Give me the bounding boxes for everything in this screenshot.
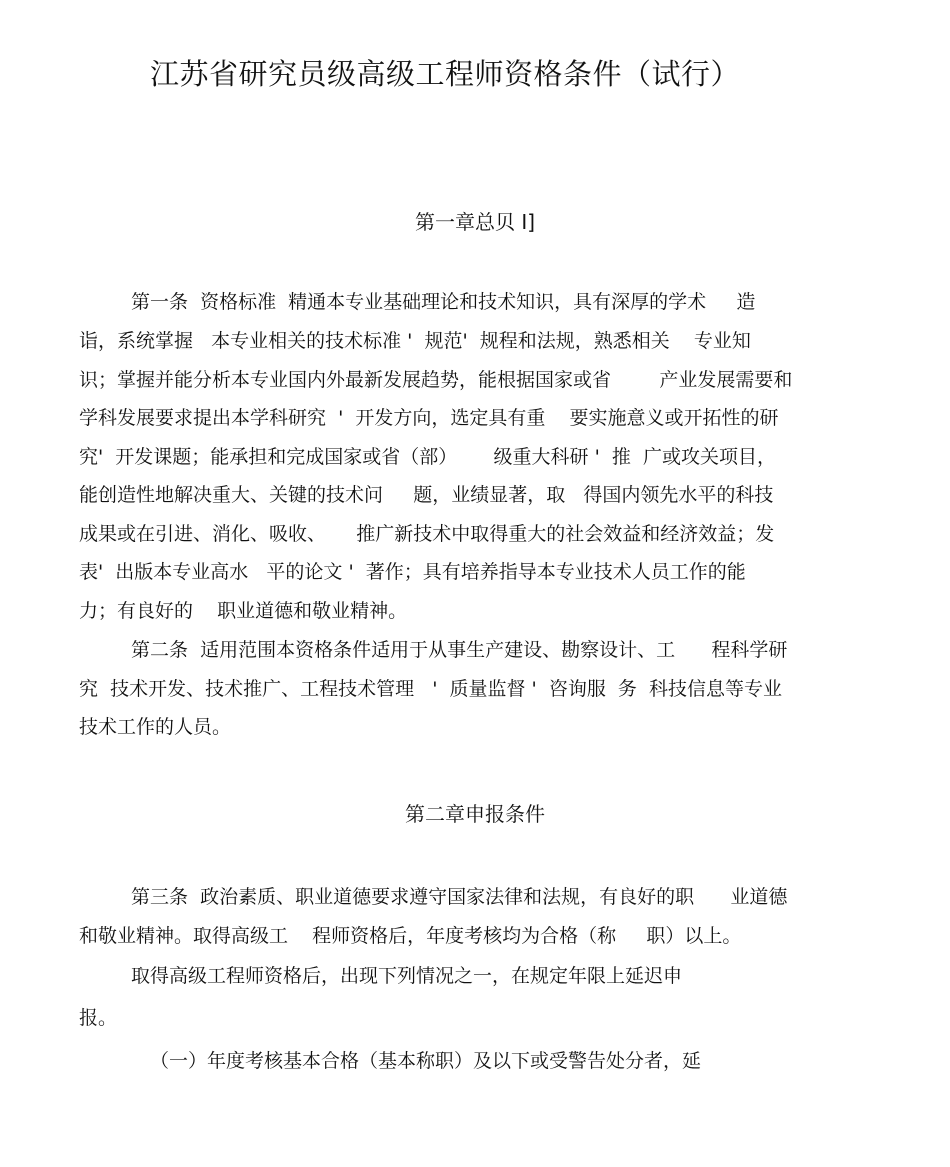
article1-line: 成果或在引进、消化、吸收、 推广新技术中取得重大的社会效益和经济效益；发 bbox=[79, 523, 775, 545]
delay-paragraph-line: 取得高级工程师资格后，出现下列情况之一，在规定年限上延迟申 bbox=[131, 965, 683, 987]
article1-line: 表' 出版本专业高水 平的论文 ' 著作；具有培养指导本专业技术人员工作的能 bbox=[79, 561, 746, 583]
article2-line: 第二条 适用范围本资格条件适用于从事生产建设、勘察设计、工 程科学研 bbox=[131, 639, 788, 661]
chapter2-heading: 第二章申报条件 bbox=[405, 802, 545, 826]
delay-paragraph-line: 报。 bbox=[79, 1007, 118, 1029]
article2-line: 究 技术开发、技术推广、工程技术管理 ' 质量监督 ' 咨询服 务 科技信息等专业 bbox=[79, 678, 783, 700]
article2-line: 技术工作的人员。 bbox=[79, 716, 232, 738]
article3-line: 第三条 政治素质、职业道德要求遵守国家法律和法规，有良好的职 业道德 bbox=[131, 886, 788, 908]
article1-line: 学科发展要求提出本学科研究 ' 开发方向，选定具有重 要实施意义或开拓性的研 bbox=[79, 407, 779, 429]
chapter1-heading: 第一章总贝 I] bbox=[414, 210, 536, 234]
article1-line: 识；掌握并能分析本专业国内外最新发展趋势，能根据国家或省 产业发展需要和 bbox=[79, 369, 793, 391]
list-item: （一）年度考核基本合格（基本称职）及以下或受警告处分者，延 bbox=[150, 1050, 702, 1072]
article1-line: 诣，系统掌握 本专业相关的技术标准 ' 规范' 规程和法规，熟悉相关 专业知 bbox=[79, 330, 751, 352]
article1-line: 第一条 资格标准 精通本专业基础理论和技术知识，具有深厚的学术 造 bbox=[131, 291, 756, 313]
article1-line: 能创造性地解决重大、关键的技术问 题，业绩显著，取 得国内领先水平的科技 bbox=[79, 484, 774, 506]
article1-line: 力；有良好的 职业道德和敬业精神。 bbox=[79, 600, 408, 622]
article3-line: 和敬业精神。取得高级工 程师资格后，年度考核均为合格（称 职）以上。 bbox=[79, 925, 742, 947]
article1-line: 究' 开发课题；能承担和完成国家或省（部） 级重大科研 ' 推 广或攻关项目， bbox=[79, 446, 776, 468]
document-title: 江苏省研究员级高级工程师资格条件（试行） bbox=[150, 57, 741, 91]
